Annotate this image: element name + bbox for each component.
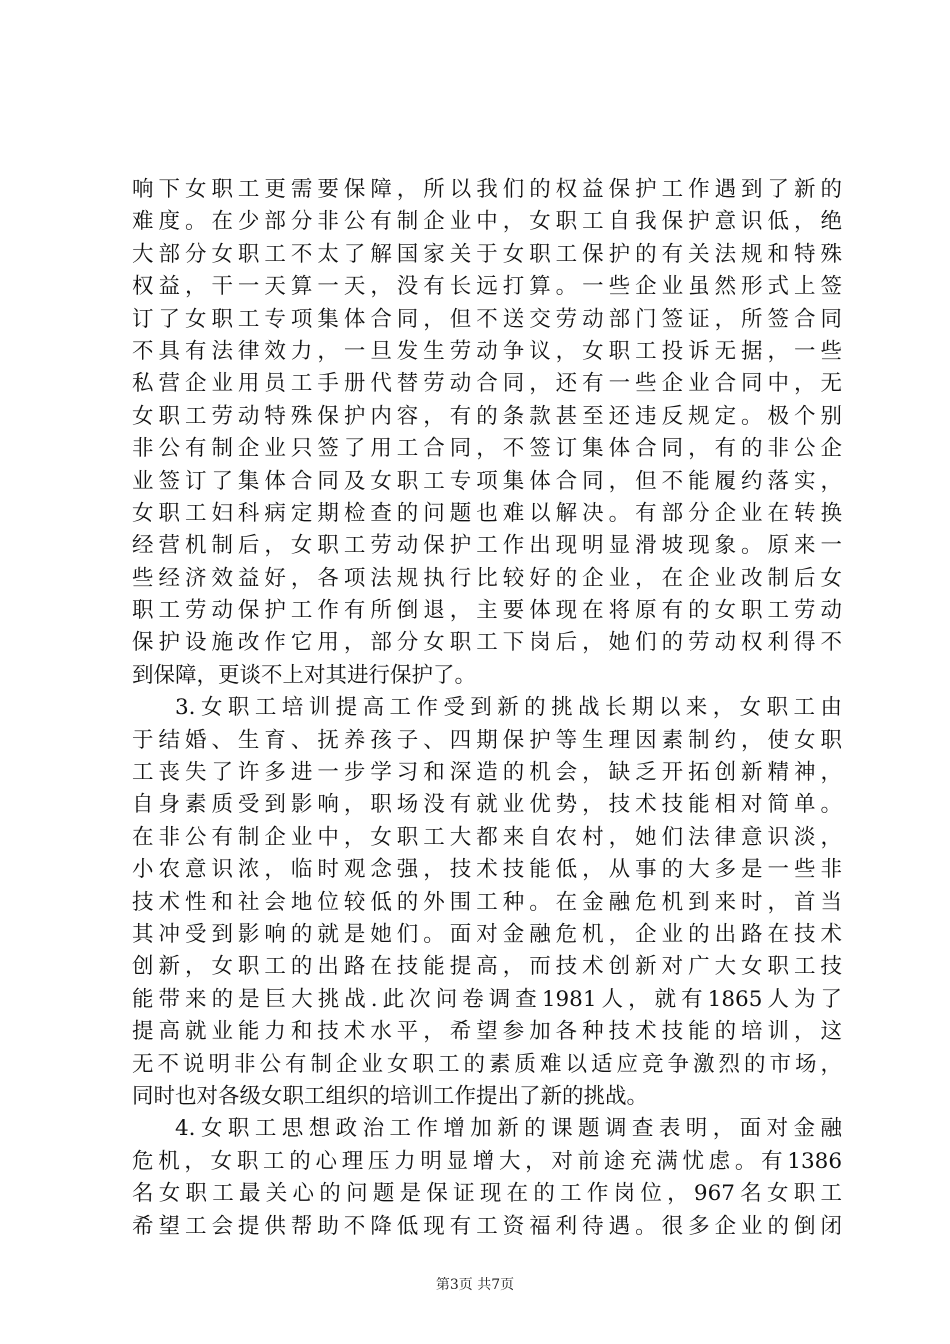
text-line: 危机，女职工的心理压力明显增大，对前途充满忧虑。有1386 bbox=[132, 1148, 842, 1174]
text-line: 不具有法律效力，一旦发生劳动争议，女职工投诉无据，一些 bbox=[132, 338, 842, 364]
text-line: 名女职工最关心的问题是保证现在的工作岗位，967名女职工 bbox=[132, 1181, 842, 1207]
text-line: 于结婚、生育、抚养孩子、四期保护等生理因素制约，使女职 bbox=[132, 727, 842, 753]
text-line: 自身素质受到影响，职场没有就业优势，技术技能相对简单。 bbox=[132, 792, 842, 818]
text-line: 些经济效益好，各项法规执行比较好的企业，在企业改制后女 bbox=[132, 565, 842, 591]
text-line: 3.女职工培训提高工作受到新的挑战长期以来，女职工由 bbox=[175, 695, 842, 721]
text-line: 大部分女职工不太了解国家关于女职工保护的有关法规和特殊 bbox=[132, 241, 842, 267]
text-line: 其冲受到影响的就是她们。面对金融危机，企业的出路在技术 bbox=[132, 921, 842, 947]
text-line: 业签订了集体合同及女职工专项集体合同，但不能履约落实， bbox=[132, 468, 842, 494]
text-line: 能带来的是巨大挑战.此次问卷调查1981人，就有1865人为了 bbox=[132, 986, 842, 1012]
text-line: 提高就业能力和技术水平，希望参加各种技术技能的培训，这 bbox=[132, 1019, 842, 1045]
text-line: 在非公有制企业中，女职工大都来自农村，她们法律意识淡， bbox=[132, 824, 842, 850]
text-line: 到保障，更谈不上对其进行保护了。 bbox=[132, 662, 477, 688]
page-footer: 第3页 共7页 bbox=[435, 1277, 515, 1293]
text-line: 私营企业用员工手册代替劳动合同，还有一些企业合同中，无 bbox=[132, 371, 842, 397]
text-line: 难度。在少部分非公有制企业中，女职工自我保护意识低，绝 bbox=[132, 209, 842, 235]
text-line: 保护设施改作它用，部分女职工下岗后，她们的劳动权利得不 bbox=[132, 630, 842, 656]
text-line: 女职工妇科病定期检查的问题也难以解决。有部分企业在转换 bbox=[132, 500, 842, 526]
text-line: 经营机制后，女职工劳动保护工作出现明显滑坡现象。原来一 bbox=[132, 533, 842, 559]
text-line: 工丧失了许多进一步学习和深造的机会，缺乏开拓创新精神， bbox=[132, 760, 842, 786]
text-line: 小农意识浓，临时观念强，技术技能低，从事的大多是一些非 bbox=[132, 857, 842, 883]
text-line: 女职工劳动特殊保护内容，有的条款甚至还违反规定。极个别 bbox=[132, 403, 842, 429]
text-line: 响下女职工更需要保障，所以我们的权益保护工作遇到了新的 bbox=[132, 177, 842, 202]
text-line: 技术性和社会地位较低的外围工种。在金融危机到来时，首当 bbox=[132, 889, 842, 915]
text-line: 4.女职工思想政治工作增加新的课题调查表明，面对金融 bbox=[175, 1116, 842, 1142]
text-line: 同时也对各级女职工组织的培训工作提出了新的挑战。 bbox=[132, 1083, 649, 1109]
text-line: 无不说明非公有制企业女职工的素质难以适应竞争激烈的市场， bbox=[132, 1051, 842, 1077]
text-line: 订了女职工专项集体合同，但不送交劳动部门签证，所签合同 bbox=[132, 306, 842, 332]
text-line: 非公有制企业只签了用工合同，不签订集体合同，有的非公企 bbox=[132, 436, 842, 462]
text-line: 权益，干一天算一天，没有长远打算。一些企业虽然形式上签 bbox=[132, 274, 842, 300]
text-line: 创新，女职工的出路在技能提高，而技术创新对广大女职工技 bbox=[132, 954, 842, 980]
text-line: 职工劳动保护工作有所倒退，主要体现在将原有的女职工劳动 bbox=[132, 598, 842, 624]
document-body bbox=[132, 174, 842, 1243]
text-line: 希望工会提供帮助不降低现有工资福利待遇。很多企业的倒闭 bbox=[132, 1213, 842, 1239]
